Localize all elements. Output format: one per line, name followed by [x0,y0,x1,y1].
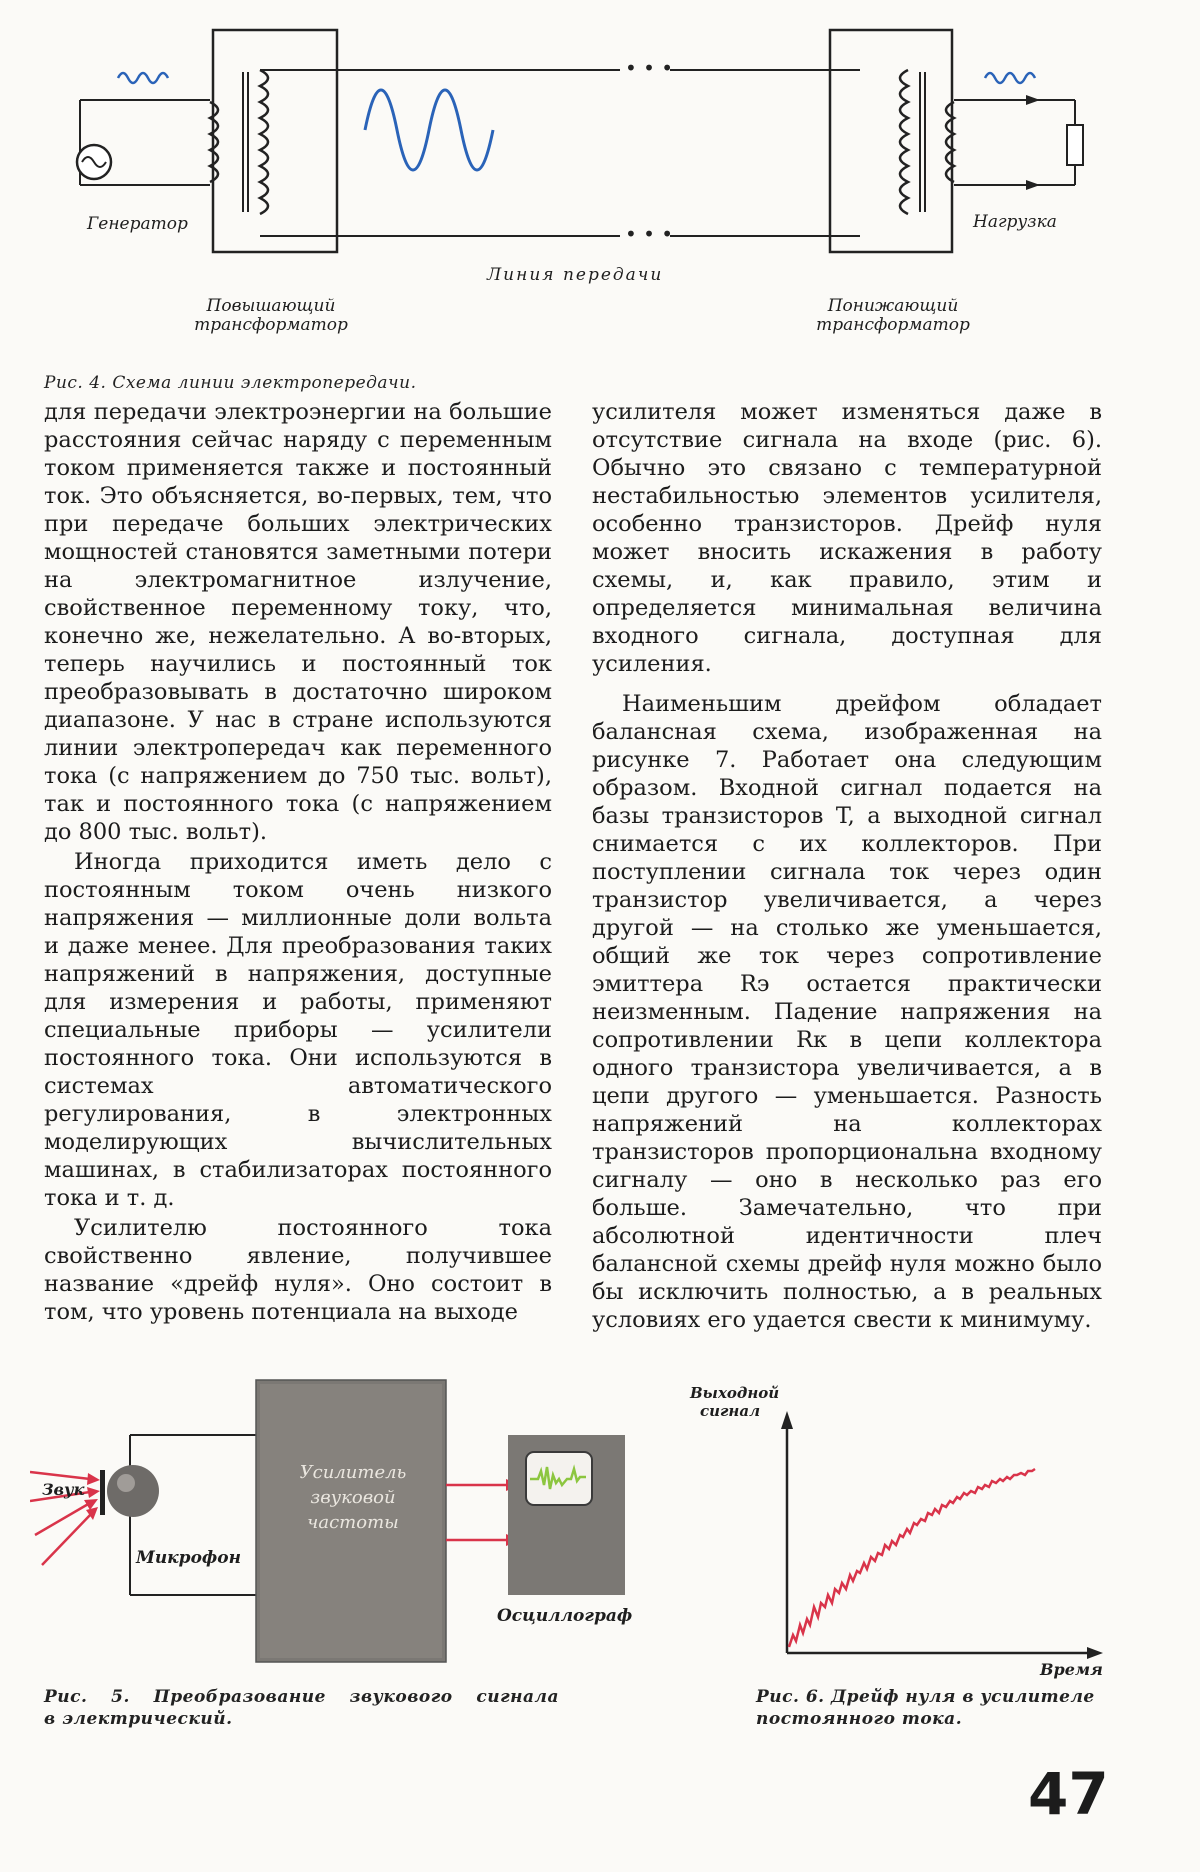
fig6-caption-line: Рис. 6. Дрейф нуля в усилителе [756,1687,1095,1707]
fig5-caption-line: в электрический. [44,1709,233,1729]
fig6-caption-line: постоянного тока. [756,1709,963,1729]
fig6-x-label: Время [1040,1660,1103,1679]
page-number: 47 [1028,1760,1109,1828]
osc-label: Осциллограф [497,1606,633,1626]
mic-label: Микрофон [136,1548,241,1568]
paragraph: для передачи электроэнергии на большие расстояния сейчас наряду с переменным током применяется также и постоянный ток. Это объясняется, во-первых, тем, что при передаче больших электрических мощностей становятся заметными потери на электромагнитное излучение, свойственное переменному току, что, конечно же, нежелательно. А во-вторых, теперь научились и постоянный ток преобразовывать в достаточно широком диапазоне. У нас в стране используются линии электропередач как переменного тока (с напряжением до 750 тыс. вольт), так и постоянного тока (с напряжением до 800 тыс. вольт). [44,399,552,845]
fig4-diagram [60,20,1100,340]
generator-label: Генератор [87,214,188,234]
svg-text:• • •: • • • [625,56,674,80]
fig6-chart [775,1405,1105,1675]
fig5-caption-line: Рис. 5. Преобразование звукового сигнала [44,1687,559,1707]
drift-curve [789,1469,1035,1647]
fig6-caption [756,1686,1101,1730]
fig6-y-label-line: сигнал [699,1402,761,1420]
amp-label-line: частоты [307,1512,399,1533]
fig5-caption [44,1686,559,1730]
line-label: Линия передачи [487,265,664,285]
paragraph: Иногда приходится иметь дело с постоянным током очень низкого напряжения — миллионные доли вольта и даже менее. Для преобразования таких напряжений в напряжения, доступные для измерения и работы, применяют специальные приборы — усилители постоянного тока. Они используются в системах автоматического регулирования, в электронных моделирующих вычислительных машинах, в стабилизаторах постоянного тока и т. д. [44,849,552,1211]
paragraph: усилителя может изменяться даже в отсутствие сигнала на входе (рис. 6). Обычно это связано с температурной нестабильностью элементов усилителя, особенно транзисторов. Дрейф нуля может вносить искажения в работу схемы, и, как правило, этим и определяется минимальная величина входного сигнала, доступная для усиления. [592,399,1102,677]
fig6-y-label [690,1384,780,1420]
amp-label-line: Усилитель [299,1462,407,1483]
paragraph: Наименьшим дрейфом обладает балансная схема, изображенная на рисунке 7. Работает она следующим образом. Входной сигнал подается на базы транзисторов T, а выходной сигнал снимается с их коллекторов. При поступлении сигнала ток через один транзистор увеличивается, а через другой — на столько же уменьшается, общий же ток через сопротивление эмиттера Rэ остается практически неизменным. Падение напряжения на сопротивлении Rк в цепи коллектора одного транзистора увеличивается, а в цепи другого — уменьшается. Разность напряжений на коллекторах транзисторов пропорциональна входному сигналу — оно в несколько раз его больше. Замечательно, что при абсолютной идентичности плеч балансной схемы дрейф нуля можно было бы исключить полностью, а в реальных условиях его удается свести к минимуму. [592,691,1102,1333]
paragraph: Усилителю постоянного тока свойственно явление, получившее название «дрейф нуля». Оно состоит в том, что уровень потенциала на выходе [44,1215,552,1325]
svg-text:• • •: • • • [625,222,674,246]
fig4-caption: Рис. 4. Схема линии электропередачи. [44,373,417,393]
step-up-label: Повышающий трансформатор [194,296,348,335]
amp-label-line: звуковой [310,1487,396,1508]
load-label: Нагрузка [973,212,1057,232]
sound-label: Звук [42,1480,85,1499]
fig6-y-label-line: Выходной [690,1384,780,1402]
step-down-label: Понижающий трансформатор [816,296,970,335]
text-column-left [44,398,552,1326]
text-column-right [592,398,1102,1334]
amp-label [258,1460,448,1535]
